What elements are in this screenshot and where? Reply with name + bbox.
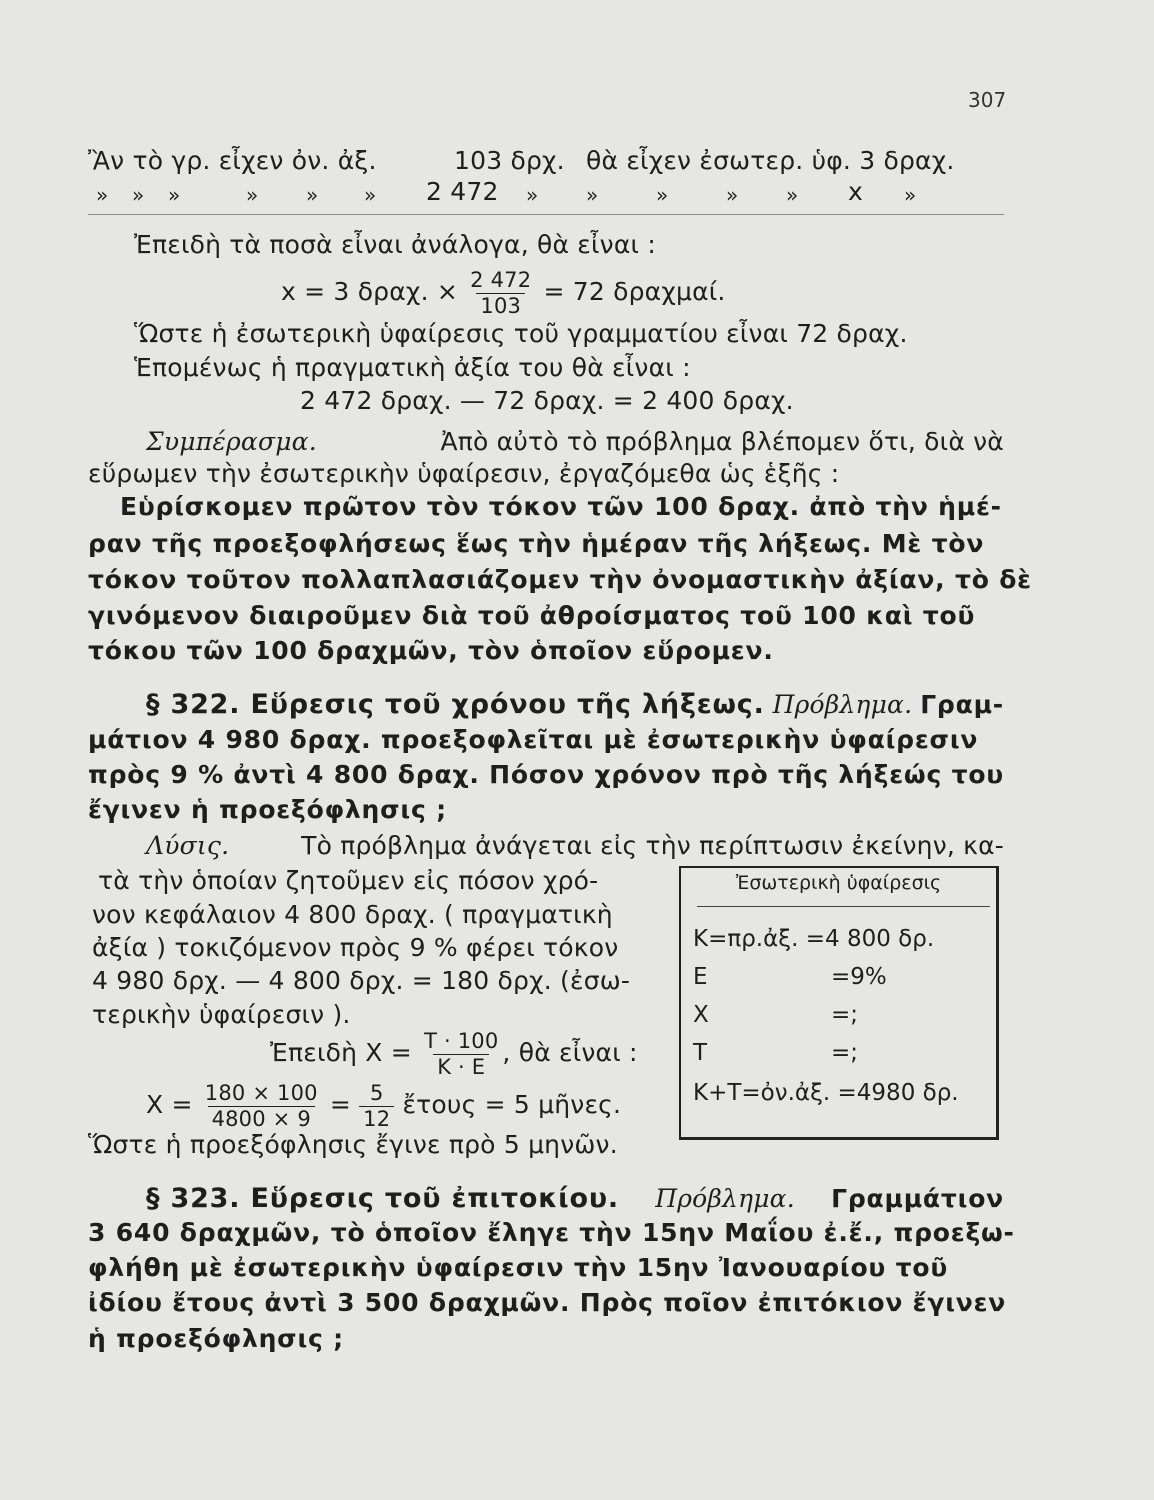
text-line: Ἑπομένως ἡ πραγματικὴ ἀξία του θὰ εἶναι : [134,353,691,382]
summary-row: T =; [693,1040,859,1066]
page-number: 307 [968,88,1007,112]
equation-4: X = $\frac{180 \times 100}{4800 \times 9}$ = $\frac{5}{12}$ ἔτους = 5 μῆνες. [146,1080,622,1131]
equation-2: 2 472 δραχ. — 72 δραχ. = 2 400 δραχ. [300,386,794,415]
section-322-heading-line: § 322. Εὕρεσις τοῦ χρόνου τῆς λήξεως. Πρόβλημα. Γραμ- [146,689,1004,720]
solution-line-1: Λύσις. Τὸ πρόβλημα ἀνάγεται εἰς τὴν περίπτωσιν ἐκείνην, κα- [146,831,1004,860]
solution-line: τερικὴν ὑφαίρεσιν ). [92,1000,351,1029]
text-line: Ἐπειδὴ τὰ ποσὰ εἶναι ἀνάλογα, θὰ εἶναι : [134,230,656,259]
rule-line: Εὑρίσκομεν πρῶτον τὸν τόκον τῶν 100 δραχ. ἀπὸ τὴν ἡμέ- [120,492,1002,521]
conclusion-line-1: Συμπέρασμα. Ἀπὸ αὐτὸ τὸ πρόβλημα βλέπομεν ὅτι, διὰ νὰ [146,427,1004,456]
problem-line: ἡ προεξόφλησις ; [88,1324,344,1353]
summary-row: K+T=ὀν.ἀξ. =4980 δρ. [693,1080,959,1106]
book-page: 307 Ἂν τὸ γρ. εἶχεν ὀν. ἀξ. 103 δρχ. θὰ εἶχεν ἐσωτερ. ὑφ. 3 δραχ. » » » » » » 2 472 » » » » » x » Ἐπειδὴ τὰ ποσὰ εἶναι ἀνάλογα, θὰ εἶναι : x = 3 δραχ. × $\frac{2 472}{103}$ = 72 δραχμαί. Ὥστε ἡ ἐσωτερικὴ ὑφαίρεσις τοῦ γραμματίου εἶναι 72 δραχ. Ἑπομένως ἡ πραγματικὴ ἀξία του θὰ εἶναι : 2 472 δραχ. — 72 δραχ. = 2 400 δραχ. Συμπέρασμα. Ἀπὸ αὐτὸ τὸ πρόβλημα βλέπομεν ὅτι, διὰ νὰ εὕρωμεν τὴν ἐσωτερικὴν ὑφαίρεσιν, ἐργαζόμεθα ὡς ἑξῆς : Εὑρίσκομεν πρῶτον τὸν τόκον τῶν 100 δραχ. ἀπὸ τὴν ἡμέ- ραν τῆς προεξοφλήσεως ἕως τὴν ἡμέραν τῆς λήξεως. Μὲ τὸν τόκον τοῦτον πολλαπλασιάζομεν τὴν ὀνομαστικὴν ἀξίαν, τὸ δὲ γινόμενον διαιροῦμεν διὰ τοῦ ἀθροίσματος τοῦ 100 καὶ τοῦ τόκου τῶν 100 δραχμῶν, τὸν ὁποῖον εὕρομεν. § 322. Εὕρεσις τοῦ χρόνου τῆς λήξεως. Πρόβλημα. Γραμ- μάτιον 4 980 δραχ. προεξοφλεῖται μὲ ἐσωτερικὴν ὑφαίρεσιν πρὸς 9 % ἀντὶ 4 800 δραχ. Πόσον χρόνον πρὸ τῆς λήξεώς του ἔγινεν ἡ προεξόφλησις ; Λύσις. Τὸ πρόβλημα ἀνάγεται εἰς τὴν περίπτωσιν ἐκείνην, κα- τὰ τὴν ὁποίαν ζητοῦμεν εἰς πόσον χρό- νον κεφάλαιον 4 800 δραχ. ( πραγματικὴ ἀξία ) τοκιζόμενον πρὸς 9 % φέρει τόκον 4 980 δρχ. — 4 800 δρχ. = 180 δρχ. (ἐσω- τερικὴν ὑφαίρεσιν ). Ἐπειδὴ X = $\frac{T \cdot 100}{K \cdot E}$ , θὰ εἶναι : X = $\frac{180 \times 100}{4800 \times 9}$ = $\frac{5}{12}$ ἔτους = 5 μῆνες. Ὥστε ἡ προεξόφλησις ἔγινε πρὸ 5 μηνῶν. Ἐσωτερικὴ ὑφαίρεσις K=πρ.ἀξ. =4 800 δρ. E =9% X =; T =; K+T=ὀν.ἀξ. =4980 δρ. § 323. Εὕρεσις τοῦ ἐπιτοκίου. Πρόβλημα. Γραμμάτιον 3 640 δραχμῶν, τὸ ὁποῖον ἔληγε τὴν 15ην Μαΐου ἐ.ἔ., προεξω- φλήθη μὲ ἐσωτερικὴν ὑφαίρεσιν τὴν 15ην Ἰανουαρίου τοῦ ἰδίου ἔτους ἀντὶ 3 500 δραχμῶν. Πρὸς ποῖον ἐπιτόκιον ἔγινεν ἡ προεξόφλησις ; [88,88,1032,1353]
text-line: εὕρωμεν τὴν ἐσωτερικὴν ὑφαίρεσιν, ἐργαζόμεθα ὡς ἑξῆς : [88,459,840,488]
text-line: Ὥστε ἡ ἐσωτερικὴ ὑφαίρεσις τοῦ γραμματίου εἶναι 72 δραχ. [134,319,908,348]
equation-3: Ἐπειδὴ X = $\frac{T \cdot 100}{K \cdot E}$ , θὰ εἶναι : [270,1028,638,1079]
solution-line: ἀξία ) τοκιζόμενον πρὸς 9 % φέρει τόκον [92,933,619,962]
rule-line: τόκου τῶν 100 δραχμῶν, τὸν ὁποῖον εὕρομεν. [88,636,774,665]
summary-row: X =; [693,1002,859,1028]
section-322-heading: § 322. Εὕρεσις τοῦ χρόνου τῆς λήξεως. [146,689,765,720]
solution-line: τὰ τὴν ὁποίαν ζητοῦμεν εἰς πόσον χρό- [98,866,599,895]
problem-line: ἰδίου ἔτους ἀντὶ 3 500 δραχμῶν. Πρὸς ποῖον ἐπιτόκιον ἔγινεν [88,1288,1007,1317]
problem-line: ἔγινεν ἡ προεξόφλησις ; [88,795,447,824]
rule-line: γινόμενον διαιροῦμεν διὰ τοῦ ἀθροίσματος τοῦ 100 καὶ τοῦ [88,601,976,630]
rule-line: ραν τῆς προεξοφλήσεως ἕως τὴν ἡμέραν τῆς λήξεως. Μὲ τὸν [88,529,985,558]
summary-box [679,866,999,1140]
fraction: $\frac{2 472}{103}$ [470,267,532,318]
summary-box-divider [697,906,990,907]
solution-line: νον κεφάλαιον 4 800 δραχ. ( πραγματικὴ [92,900,613,929]
conclusion-label: Συμπέρασμα. [146,427,317,456]
problem-line: μάτιον 4 980 δραχ. προεξοφλεῖται μὲ ἐσωτερικὴν ὑφαίρεσιν [88,725,979,754]
summary-row: K=πρ.ἀξ. =4 800 δρ. [693,926,935,952]
section-323-heading-line: § 323. Εὕρεσις τοῦ ἐπιτοκίου. Πρόβλημα. Γραμμάτιον [146,1183,1004,1214]
rule-line: τόκον τοῦτον πολλαπλασιάζομεν τὴν ὀνομαστικὴν ἀξίαν, τὸ δὲ [88,565,1032,594]
summary-box-title: Ἐσωτερικὴ ὑφαίρεσις [735,872,942,894]
problem-line: πρὸς 9 % ἀντὶ 4 800 δραχ. Πόσον χρόνον πρὸ τῆς λήξεώς του [88,760,1004,789]
section-323-heading: § 323. Εὕρεσις τοῦ ἐπιτοκίου. [146,1183,619,1214]
problem-line: φλήθη μὲ ἐσωτερικὴν ὑφαίρεσιν τὴν 15ην Ἰανουαρίου τοῦ [88,1253,949,1282]
fraction: $\frac{180 \times 100}{4800 \times 9}$ [204,1080,318,1131]
solution-conclusion: Ὥστε ἡ προεξόφλησις ἔγινε πρὸ 5 μηνῶν. [88,1130,618,1159]
fraction: $\frac{T \cdot 100}{K \cdot E}$ [424,1028,499,1079]
problem-line: 3 640 δραχμῶν, τὸ ὁποῖον ἔληγε τὴν 15ην Μαΐου ἐ.ἔ., προεξω- [88,1218,1015,1247]
equation-1: x = 3 δραχ. × $\frac{2 472}{103}$ = 72 δραχμαί. [281,267,726,318]
solution-line: 4 980 δρχ. — 4 800 δρχ. = 180 δρχ. (ἐσω- [92,966,631,995]
header-row-1: Ἂν τὸ γρ. εἶχεν ὀν. ἀξ. 103 δρχ. θὰ εἶχεν ἐσωτερ. ὑφ. 3 δραχ. [88,146,955,175]
summary-row: E =9% [693,964,887,990]
fraction: $\frac{5}{12}$ [359,1083,394,1130]
solution-label: Λύσις. [146,831,230,860]
header-rule [88,214,1004,215]
